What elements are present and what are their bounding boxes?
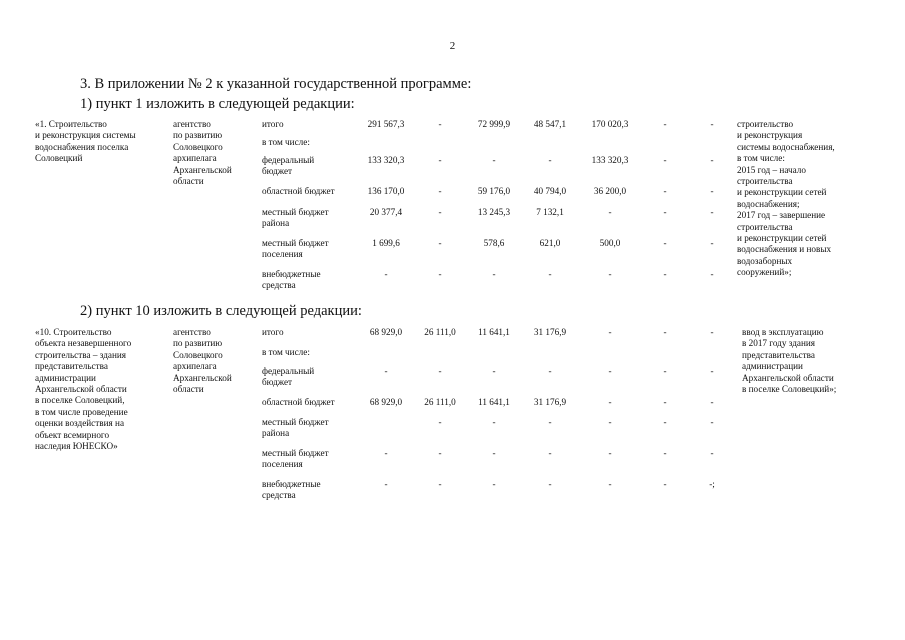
row-label-itogo: итого [262, 327, 284, 337]
row-label-v-tom-chisle: в том числе: [262, 137, 310, 147]
row-label-vnebudzhet: внебюджетные средства [262, 269, 321, 291]
value-cell: - [492, 366, 496, 376]
value-cell: - [438, 479, 442, 489]
value-cell: - [492, 479, 496, 489]
page-number: 2 [449, 40, 456, 52]
value-cell: - [438, 448, 442, 458]
value-cell: - [663, 207, 667, 217]
value-cell: - [384, 479, 388, 489]
row-label-mestny-rayon: местный бюджет района [262, 207, 329, 229]
item-10-name: «10. Строительство объекта незавершенного строительства – здания представительства администрации Архангельской области в поселке Соловецкий, в том числе проведение оценки воздействия на объект всемирного наследия ЮНЕСКО» [35, 327, 132, 452]
value-cell: - [710, 207, 714, 217]
value-cell: - [548, 448, 552, 458]
value-cell: 7 132,1 [536, 207, 564, 217]
value-cell: - [663, 186, 667, 196]
value-cell: - [384, 366, 388, 376]
item-10-executor: агентство по развитию Соловецкого архипелага Архангельской области [173, 327, 232, 395]
value-cell: 20 377,4 [369, 207, 403, 217]
value-cell: - [710, 155, 714, 165]
row-label-mestny-rayon: местный бюджет района [262, 417, 329, 439]
value-cell: - [663, 417, 667, 427]
value-cell: 40 794,0 [533, 186, 567, 196]
value-cell: - [608, 207, 612, 217]
value-cell: - [710, 186, 714, 196]
value-cell: 578,6 [483, 238, 505, 248]
value-cell: - [663, 448, 667, 458]
value-cell: - [710, 119, 714, 129]
value-cell: - [438, 207, 442, 217]
value-cell: - [663, 155, 667, 165]
value-cell: - [438, 269, 442, 279]
value-cell: - [663, 479, 667, 489]
value-cell: - [608, 479, 612, 489]
value-cell: - [663, 397, 667, 407]
value-cell: - [663, 327, 667, 337]
value-cell: - [608, 448, 612, 458]
value-cell: 11 641,1 [478, 397, 510, 407]
value-cell: - [492, 155, 496, 165]
row-label-oblast: областной бюджет [262, 397, 335, 407]
value-cell: - [548, 155, 552, 165]
value-cell: - [492, 269, 496, 279]
section-3-heading: 3. В приложении № 2 к указанной государственной программе: [80, 76, 472, 92]
value-cell: - [663, 269, 667, 279]
item-10-result: ввод в эксплуатацию в 2017 году здания представительства администрации Архангельской области в поселке Соловецкий»; [742, 327, 837, 395]
value-cell: - [548, 269, 552, 279]
value-cell: - [492, 417, 496, 427]
item-1-result: строительство и реконструкция системы водоснабжения, в том числе: 2015 год – начало строительства и реконструкции сетей водоснабжения; 2017 год – завершение строительства и реконструкции сетей водоснабжения и новых водозаборных сооружений»; [737, 119, 835, 278]
value-cell: 59 176,0 [477, 186, 511, 196]
value-cell: - [663, 238, 667, 248]
row-label-mestny-poselenie: местный бюджет поселения [262, 238, 329, 260]
value-cell: 36 200,0 [593, 186, 627, 196]
value-cell: - [710, 269, 714, 279]
value-cell: - [384, 448, 388, 458]
value-cell: - [710, 366, 714, 376]
value-cell: - [663, 119, 667, 129]
value-cell: - [608, 397, 612, 407]
value-cell: 48 547,1 [533, 119, 567, 129]
value-cell: 133 320,3 [367, 155, 405, 165]
value-cell: 11 641,1 [478, 327, 510, 337]
item-1-executor: агентство по развитию Соловецкого архипелага Архангельской области [173, 119, 232, 187]
value-cell: - [663, 366, 667, 376]
value-cell: - [608, 366, 612, 376]
value-cell: - [438, 155, 442, 165]
item-1-name: «1. Строительство и реконструкция системы водоснабжения поселка Соловецкий [35, 119, 136, 164]
value-cell: 500,0 [599, 238, 621, 248]
row-label-federal: федеральный бюджет [262, 155, 315, 177]
value-cell: 1 699,6 [372, 238, 400, 248]
value-cell: - [710, 238, 714, 248]
value-cell: 31 176,9 [533, 397, 567, 407]
value-cell: - [710, 397, 714, 407]
value-cell: - [438, 238, 442, 248]
value-cell: 68 929,0 [369, 327, 403, 337]
value-cell: - [608, 269, 612, 279]
value-cell: 68 929,0 [369, 397, 403, 407]
value-cell: -; [709, 479, 715, 489]
value-cell: - [548, 417, 552, 427]
row-label-vnebudzhet: внебюджетные средства [262, 479, 321, 501]
row-label-federal: федеральный бюджет [262, 366, 315, 388]
value-cell: - [710, 417, 714, 427]
value-cell: 72 999,9 [477, 119, 511, 129]
value-cell: - [438, 417, 442, 427]
value-cell: - [438, 366, 442, 376]
value-cell: - [438, 186, 442, 196]
subsection-2-heading: 2) пункт 10 изложить в следующей редакции: [80, 303, 362, 319]
value-cell: - [548, 479, 552, 489]
row-label-mestny-poselenie: местный бюджет поселения [262, 448, 329, 470]
value-cell: 136 170,0 [367, 186, 405, 196]
value-cell: - [710, 327, 714, 337]
value-cell: 31 176,9 [533, 327, 567, 337]
value-cell: 291 567,3 [367, 119, 405, 129]
value-cell: - [608, 327, 612, 337]
value-cell: 13 245,3 [477, 207, 511, 217]
value-cell: 133 320,3 [591, 155, 629, 165]
value-cell: - [608, 417, 612, 427]
row-label-oblast: областной бюджет [262, 186, 335, 196]
value-cell: 621,0 [539, 238, 561, 248]
value-cell: 26 111,0 [424, 397, 456, 407]
value-cell: 170 020,3 [591, 119, 629, 129]
value-cell: - [492, 448, 496, 458]
value-cell: - [710, 448, 714, 458]
row-label-itogo: итого [262, 119, 284, 129]
value-cell: 26 111,0 [424, 327, 456, 337]
row-label-v-tom-chisle: в том числе: [262, 347, 310, 357]
value-cell: - [384, 269, 388, 279]
value-cell: - [548, 366, 552, 376]
value-cell: - [438, 119, 442, 129]
subsection-1-heading: 1) пункт 1 изложить в следующей редакции: [80, 96, 355, 112]
